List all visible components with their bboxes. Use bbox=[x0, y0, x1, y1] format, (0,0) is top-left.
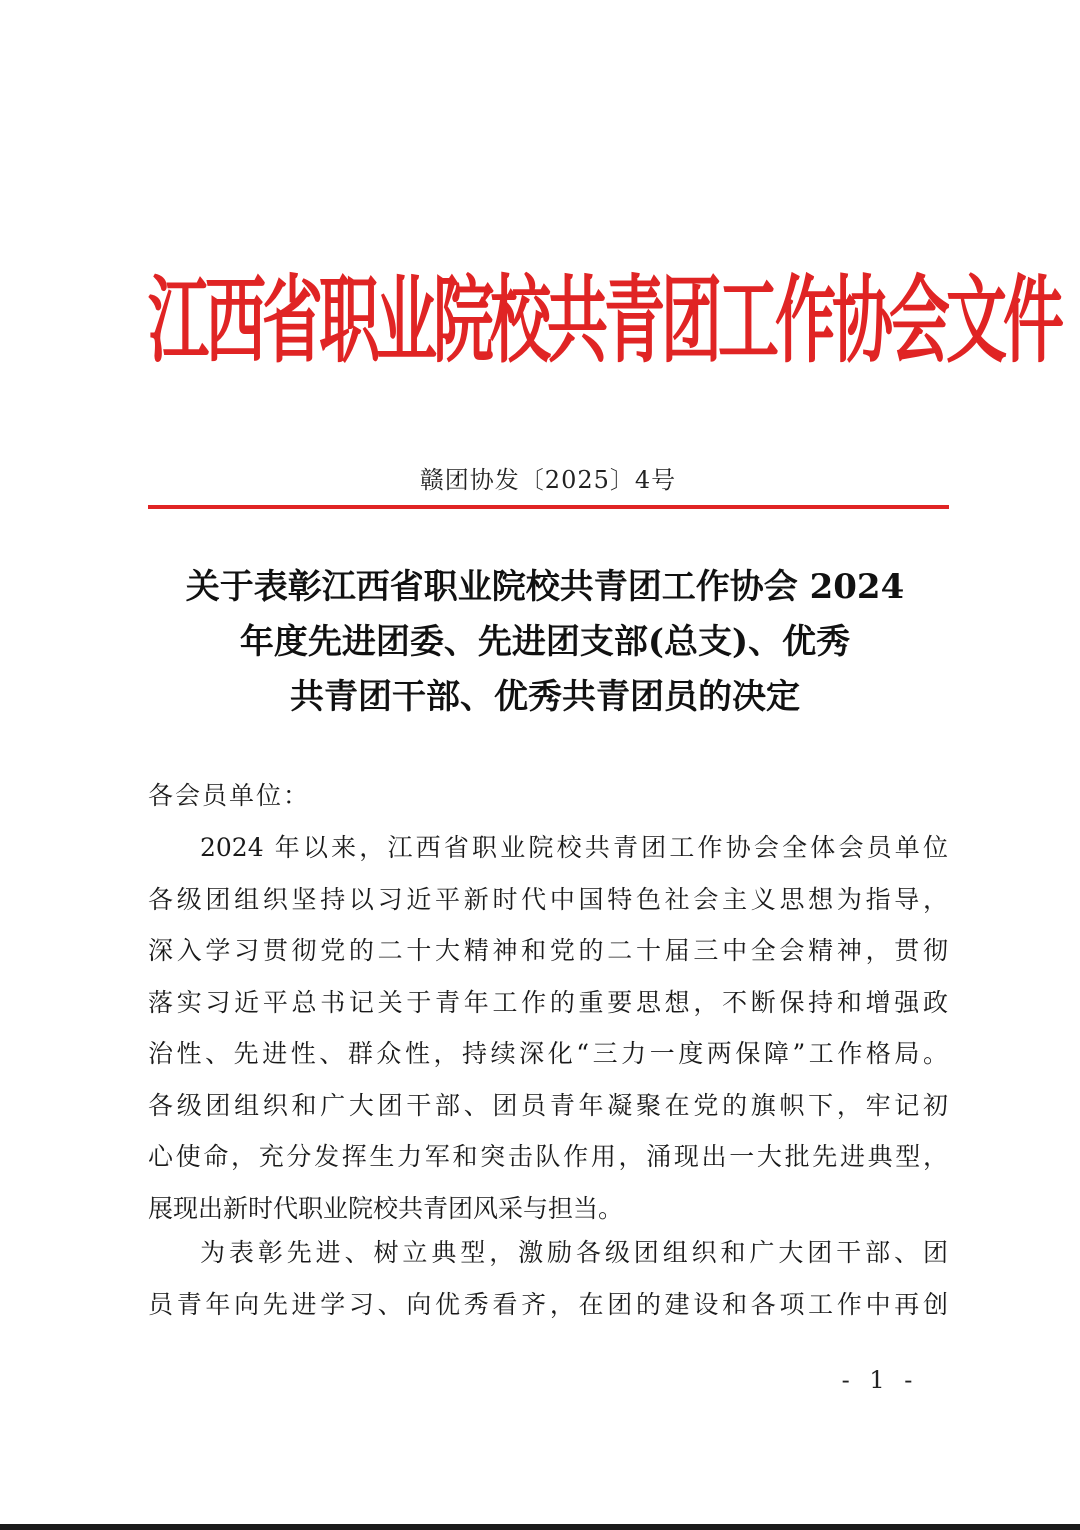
red-separator-line bbox=[148, 505, 949, 509]
paragraph-line: 各级团组织和广大团干部、团员青年凝聚在党的旗帜下，牢记初 bbox=[148, 1090, 948, 1120]
paragraph-line: 展现出新时代职业院校共青团风采与担当。 bbox=[148, 1193, 624, 1223]
masthead-title: 江西省职业院校共青团工作协会文件 bbox=[148, 266, 1061, 377]
paragraph-line: 2024 年以来，江西省职业院校共青团工作协会全体会员单位 bbox=[200, 833, 948, 862]
paragraph-line: 员青年向先进学习、向优秀看齐，在团的建设和各项工作中再创 bbox=[148, 1289, 948, 1319]
title-line: 年度先进团委、先进团支部(总支)、优秀 bbox=[239, 622, 851, 662]
paragraph-line: 各级团组织坚持以习近平新时代中国特色社会主义思想为指导， bbox=[148, 884, 948, 914]
document-title bbox=[130, 560, 960, 725]
bottom-edge-bar bbox=[0, 1524, 1080, 1530]
paragraph-2 bbox=[148, 1227, 948, 1330]
paragraph-line: 深入学习贯彻党的二十大精神和党的二十届三中全会精神，贯彻 bbox=[148, 936, 948, 965]
page-number: - 1 - bbox=[841, 1366, 919, 1394]
salutation: 各会员单位： bbox=[148, 781, 311, 810]
paragraph-line: 治性、先进性、群众性，持续深化“三力一度两保障”工作格局。 bbox=[148, 1039, 948, 1068]
document-number: 赣团协发〔2025〕4号 bbox=[419, 466, 677, 494]
paragraph-1 bbox=[148, 822, 948, 1234]
paragraph-line: 为表彰先进、树立典型，激励各级团组织和广大团干部、团 bbox=[200, 1238, 948, 1267]
title-line: 关于表彰江西省职业院校共青团工作协会 2024 bbox=[185, 567, 905, 607]
paragraph-line: 心使命，充分发挥生力军和突击队作用，涌现出一大批先进典型， bbox=[148, 1142, 948, 1171]
title-line: 共青团干部、优秀共青团员的决定 bbox=[290, 677, 800, 717]
paragraph-line: 落实习近平总书记关于青年工作的重要思想，不断保持和增强政 bbox=[148, 987, 948, 1017]
